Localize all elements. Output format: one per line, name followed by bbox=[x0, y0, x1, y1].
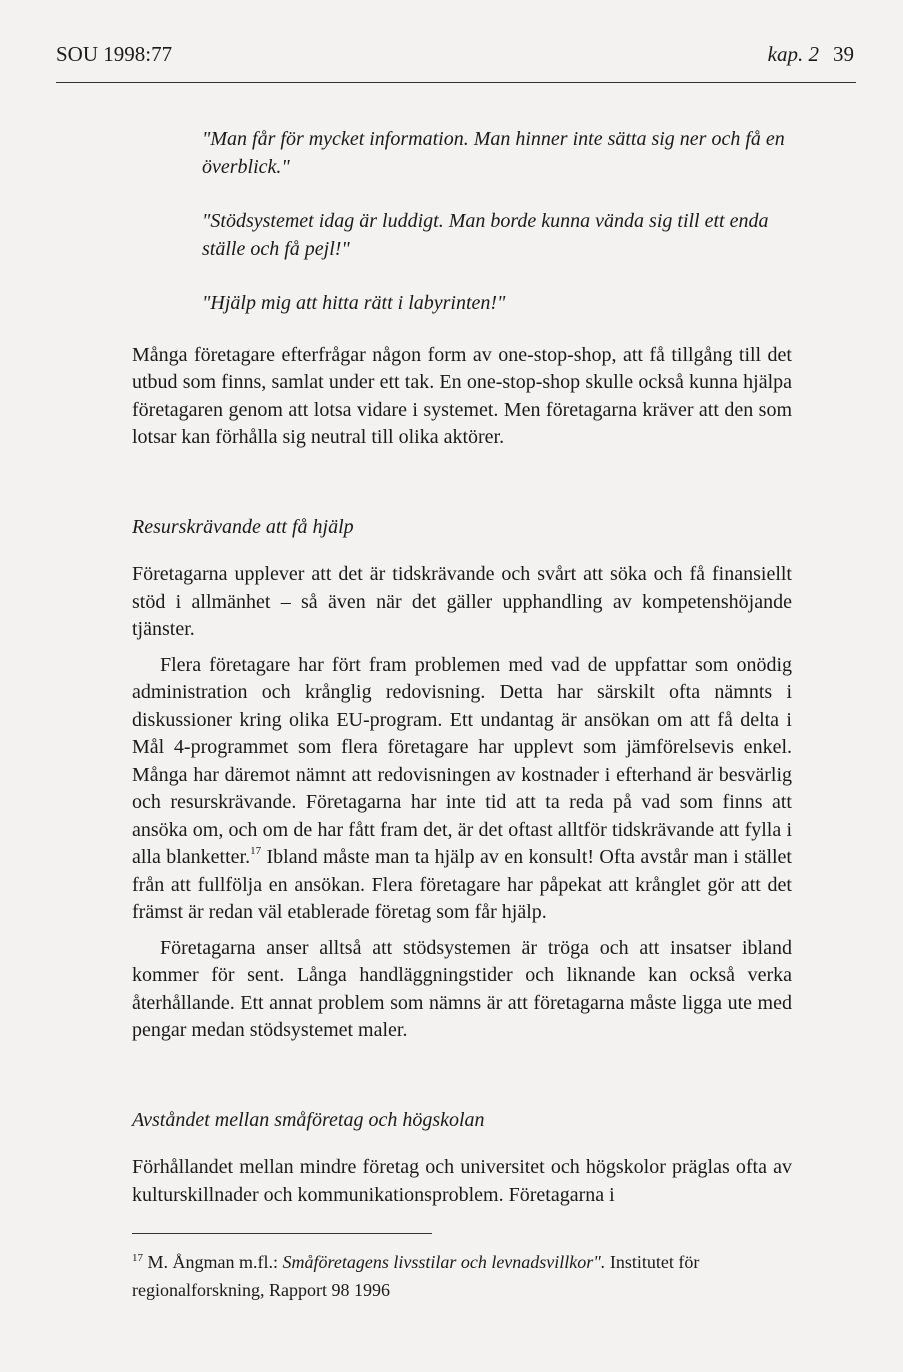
page-header bbox=[56, 42, 856, 72]
page-number: 39 bbox=[833, 42, 854, 66]
chapter-label: kap. 2 bbox=[767, 42, 819, 66]
footnote-reference: 17 bbox=[250, 845, 262, 857]
section1-paragraph-3: Företagarna anser alltså att stödsystemen är tröga och att insatser ibland kommer för sent. Långa handläggningstider och liknande kan också verka återhållande. Ett annat problem som nämns är att företagarna måste ligga ute med pengar medan stödsystemet maler. bbox=[132, 936, 792, 1041]
footnote-number: 17 bbox=[132, 1252, 143, 1264]
paragraph-2-text-a: Flera företagare har fört fram problemen med vad de uppfattar som onödig administration och krånglig redovisning. Detta har särskilt ofta nämnts i diskussioner kring olika EU-program. Ett undantag är ansökan om att få delta i Mål 4-programmet som flera företagare har upplevt som jämförelsevis enkel. Många har däremot nämnt att redovisningen av kostnader i efterhand är besvärlig och resurskrävande. Företagarna har inte tid att ta reda på vad som finns att ansöka om, och om de har fått fram det, är det oftast alltför tidskrävande att fylla i alla blanketter. bbox=[132, 653, 792, 868]
footnote-rule bbox=[132, 1233, 432, 1234]
footnote-title: Småföretagens livsstilar och levnadsvillkor". bbox=[282, 1252, 606, 1272]
page-body bbox=[132, 126, 792, 1209]
header-rule bbox=[56, 82, 856, 83]
section-heading-2: Avståndet mellan småföretag och högskolan bbox=[132, 1108, 485, 1131]
section1-paragraph-2 bbox=[132, 652, 792, 927]
footnote bbox=[132, 1244, 792, 1304]
intro-paragraph: Många företagare efterfrågar någon form av one-stop-shop, att få tillgång till det utbud som finns, samlat under ett tak. En one-stop-shop skulle också kunna hjälpa företagaren genom att lotsa vidare i systemet. Men företagarna kräver att den som lotsar kan förhålla sig neutral till olika aktörer. bbox=[132, 343, 792, 448]
report-id: SOU 1998:77 bbox=[56, 42, 173, 66]
quote-1: "Man får för mycket information. Man hinner inte sätta sig ner och få en överblick." bbox=[202, 128, 785, 178]
quote-3: "Hjälp mig att hitta rätt i labyrinten!" bbox=[202, 292, 506, 314]
section-heading-1: Resurskrävande att få hjälp bbox=[132, 515, 354, 538]
footnote-author: M. Ångman m.fl.: bbox=[143, 1252, 283, 1272]
paragraph-2-text-b: Ibland måste man ta hjälp av en konsult! Ofta avstår man i stället från att fullfölja en ansökan. Flera företagare har påpekat att krånglet gör att det främst är redan väl etablerade företag som får hjälp. bbox=[132, 846, 792, 923]
quote-2: "Stödsystemet idag är luddigt. Man borde kunna vända sig till ett enda ställe och få pejl!" bbox=[202, 210, 769, 260]
footnote-source: Institutet för regionalforskning, Rapport 98 1996 bbox=[132, 1252, 700, 1300]
section2-paragraph-1: Förhållandet mellan mindre företag och universitet och högskolor präglas ofta av kulturskillnader och kommunikationsproblem. Företagarna i bbox=[132, 1156, 792, 1206]
page-locator bbox=[768, 42, 854, 67]
section1-paragraph-1: Företagarna upplever att det är tidskrävande och svårt att söka och få finansiellt stöd i allmänhet – så även när det gäller upphandling av kompetenshöjande tjänster. bbox=[132, 563, 792, 640]
